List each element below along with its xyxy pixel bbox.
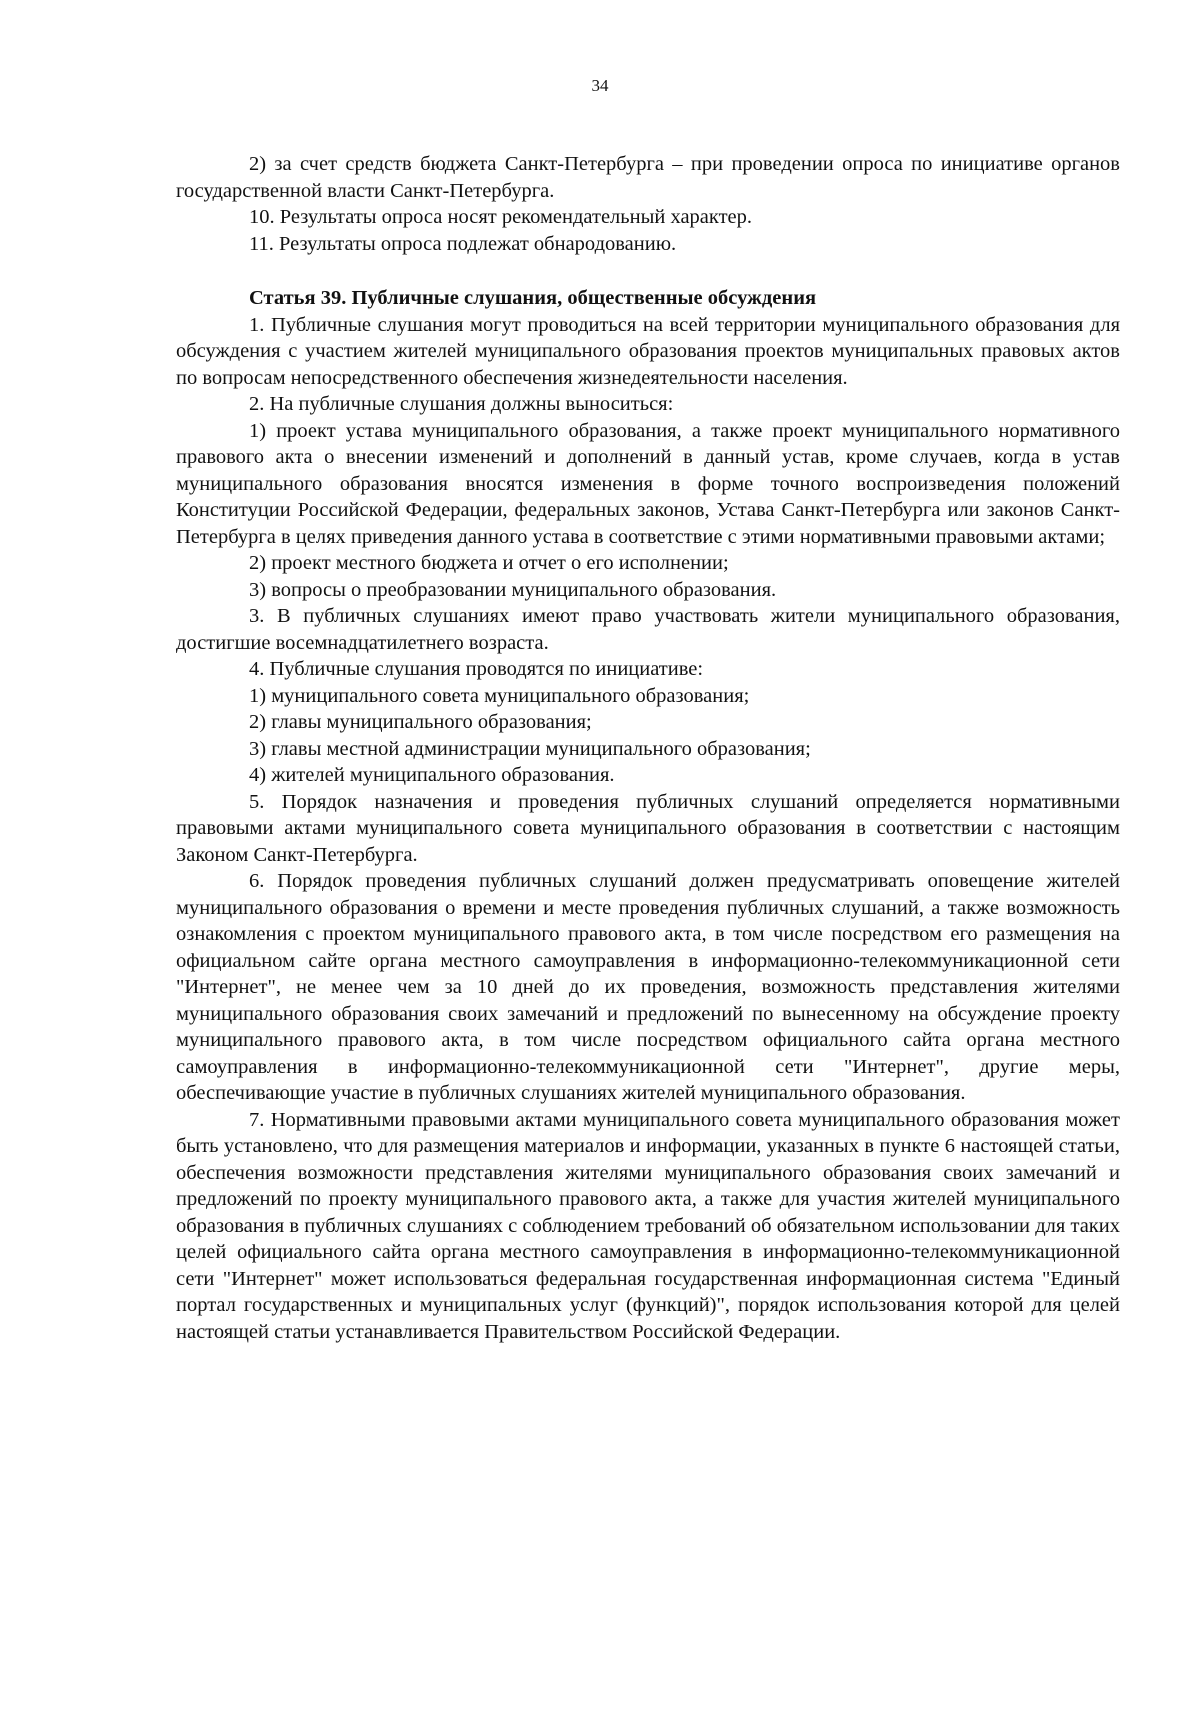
article-paragraph-1: 1. Публичные слушания могут проводиться на всей территории муниципального образования для обсуждения с участием жителей муниципального образования проектов муниципальных правовых актов по вопросам непосредственного обеспечения жизнедеятельности населения. bbox=[176, 313, 1120, 389]
page-number: 34 bbox=[591, 76, 609, 95]
article-paragraph-4: 4. Публичные слушания проводятся по инициативе: bbox=[249, 658, 704, 680]
article-paragraph-3: 3. В публичных слушаниях имеют право участвовать жители муниципального образования, достигшие восемнадцатилетнего возраста. bbox=[176, 605, 1120, 654]
article-paragraph-4-item-1: 1) муниципального совета муниципального образования; bbox=[249, 684, 750, 707]
article-paragraph-2: 2. На публичные слушания должны выноситься: bbox=[249, 393, 674, 415]
article-paragraph-4-item-3: 3) главы местной администрации муниципального образования; bbox=[249, 737, 811, 760]
article-paragraph-6: 6. Порядок проведения публичных слушаний должен предусматривать оповещение жителей муниципального образования о времени и месте проведения публичных слушаний, а также возможность ознакомления с проектом муниципального правового акта, в том числе посредством его размещения на официальном сайте органа местного самоуправления в информационно-телекоммуникационной сети "Интернет", не менее чем за 10 дней до их проведения, возможность представления жителями муниципального образования своих замечаний и предложений по вынесенному на обсуждение проекту муниципального правового акта, в том числе посредством официального сайта органа местного самоуправления в информационно-телекоммуникационной сети "Интернет", другие меры, обеспечивающие участие в публичных слушаниях жителей муниципального образования. bbox=[176, 870, 1120, 1104]
article-paragraph-2-item-3: 3) вопросы о преобразовании муниципального образования. bbox=[249, 578, 777, 601]
paragraph-item-10: 10. Результаты опроса носят рекомендательный характер. bbox=[249, 206, 753, 228]
article-paragraph-4-item-2: 2) главы муниципального образования; bbox=[249, 711, 592, 733]
article-heading: Статья 39. Публичные слушания, общественные обсуждения bbox=[249, 287, 817, 309]
document-body bbox=[176, 151, 1120, 1345]
paragraph-item-11: 11. Результаты опроса подлежат обнародованию. bbox=[249, 232, 677, 255]
paragraph-budget-funding: 2) за счет средств бюджета Санкт-Петербурга – при проведении опроса по инициативе органов государственной власти Санкт-Петербурга. bbox=[176, 153, 1120, 202]
article-paragraph-2-item-2: 2) проект местного бюджета и отчет о его исполнении; bbox=[249, 552, 729, 574]
article-paragraph-2-item-1: 1) проект устава муниципального образования, а также проект муниципального нормативного правового акта о внесении изменений и дополнений в данный устав, кроме случаев, когда в устав муниципального образования вносятся изменения в форме точного воспроизведения положений Конституции Российской Федерации, федеральных законов, Устава Санкт-Петербурга или законов Санкт-Петербурга в целях приведения данного устава в соответствие с этими нормативными правовыми актами; bbox=[176, 419, 1120, 548]
article-paragraph-5: 5. Порядок назначения и проведения публичных слушаний определяется нормативными правовыми актами муниципального совета муниципального образования в соответствии с настоящим Законом Санкт-Петербурга. bbox=[176, 790, 1120, 866]
article-paragraph-7: 7. Нормативными правовыми актами муниципального совета муниципального образования может быть установлено, что для размещения материалов и информации, указанных в пункте 6 настоящей статьи, обеспечения возможности представления жителями муниципального образования своих замечаний и предложений по проекту муниципального правового акта, а также для участия жителей муниципального образования в публичных слушаниях с соблюдением требований об обязательном использовании для таких целей официального сайта органа местного самоуправления в информационно-телекоммуникационной сети "Интернет" может использоваться федеральная государственная информационная система "Единый портал государственных и муниципальных услуг (функций)", порядок использования которой для целей настоящей статьи устанавливается Правительством Российской Федерации. bbox=[176, 1108, 1120, 1343]
article-paragraph-4-item-4: 4) жителей муниципального образования. bbox=[249, 764, 615, 786]
